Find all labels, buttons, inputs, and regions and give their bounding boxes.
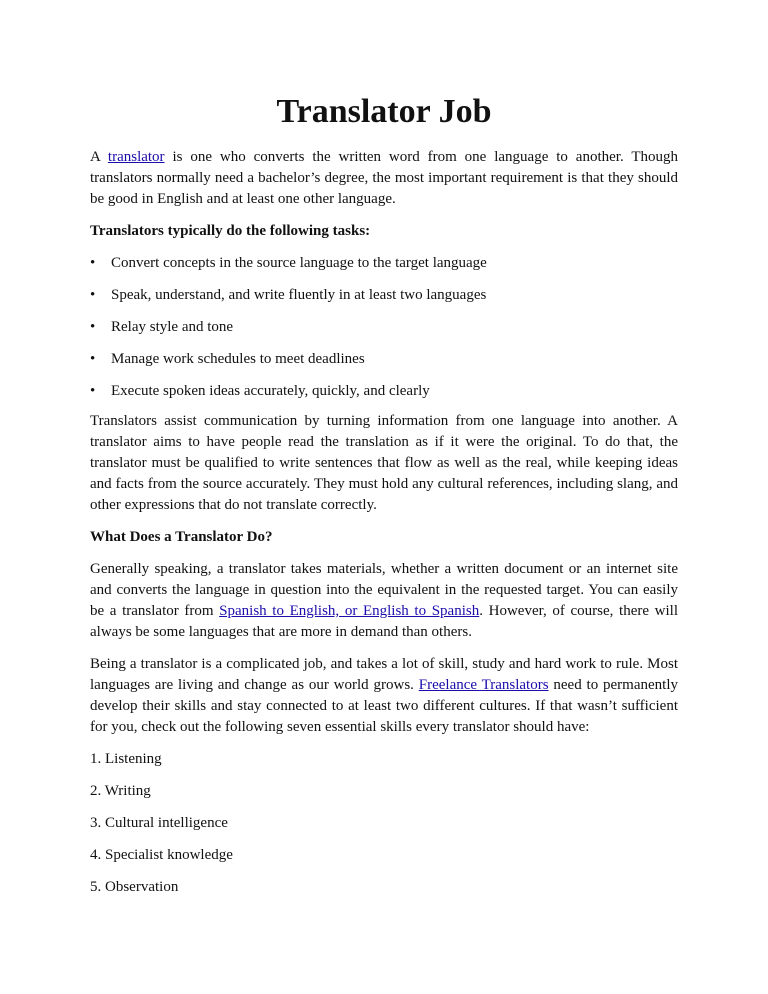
bullet-icon: • [90,351,96,367]
list-item: 5. Observation [90,879,179,895]
list-item [90,349,678,370]
list-item: 1. Listening [90,751,162,767]
list-item [90,285,678,306]
communication-paragraph: Translators assist communication by turning information from one language into another. A translator aims to have people read the translation as if it were the original. To do that, the translator must be qualified to write sentences that flow as well as the real, while keeping ideas and facts from the source accurately. They must hold any cultural references, including slang, and other expressions that do not translate correctly. [90,413,678,513]
translator-link[interactable]: translator [107,149,165,165]
intro-paragraph [90,147,678,210]
task-text: Manage work schedules to meet deadlines [111,351,365,367]
list-item: 2. Writing [90,783,151,799]
skills-list [90,749,678,898]
task-text: Speak, understand, and write fluently in at least two languages [111,287,487,303]
para-text-rest: need to permanently develop their skills and stay connected to at least two different cultures. If that wasn’t sufficient for you, check out the following seven essential skills every translator should have: [90,677,678,735]
tasks-list [90,253,678,402]
bullet-icon: • [90,287,96,303]
intro-text: A [90,149,108,165]
what-heading: What Does a Translator Do? [90,529,273,545]
task-text: Execute spoken ideas accurately, quickly, and clearly [111,383,430,399]
bullet-icon: • [90,383,96,399]
spanish-english-link[interactable]: Spanish to English, or English to Spanish [219,603,480,619]
document-page [90,94,678,909]
list-item [90,253,678,274]
page-title: Translator Job [276,93,492,130]
intro-text-rest: is one who converts the written word from one language to another. Though translators normally need a bachelor’s degree, the most important requirement is that they should be good in English and at least one other language. [90,149,678,207]
tasks-heading: Translators typically do the following tasks: [90,223,371,239]
list-item: 4. Specialist knowledge [90,847,233,863]
para-text: Generally speaking, a translator takes materials, whether a written document or an internet site and converts the language in question into the equivalent in the requested target. You can easily be a translator from [90,561,678,619]
being-paragraph [90,654,678,738]
list-item [90,317,678,338]
bullet-icon: • [90,319,96,335]
bullet-icon: • [90,255,96,271]
para-text-rest: . However, of course, there will always be some languages that are more in demand than others. [90,603,678,640]
list-item [90,381,678,402]
para-text: Being a translator is a complicated job, and takes a lot of skill, study and hard work to rule. Most languages are living and change as our world grows. [90,656,678,693]
task-text: Relay style and tone [111,319,234,335]
list-item: 3. Cultural intelligence [90,815,228,831]
task-text: Convert concepts in the source language to the target language [111,255,487,271]
freelance-translators-link[interactable]: Freelance Translators [418,677,549,693]
generally-paragraph [90,559,678,643]
